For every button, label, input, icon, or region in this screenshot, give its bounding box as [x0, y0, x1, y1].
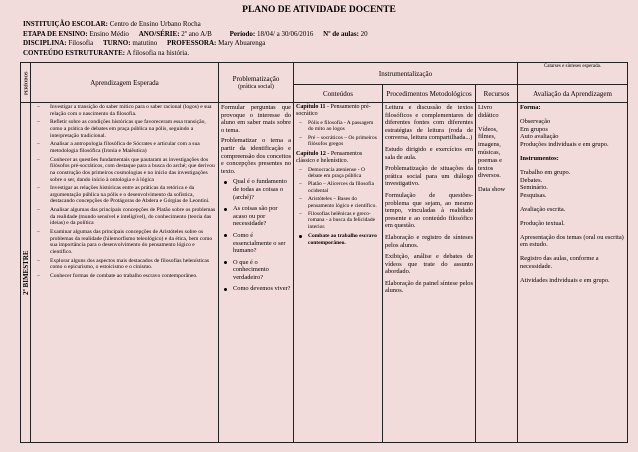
chapter-12-list [296, 167, 380, 231]
aprendizagem-item: – Explorar alguns dos aspectos mais destacados de filosofias helenísticas como o epicurismo, o estoicismo e o cinismo. [33, 258, 216, 271]
avaliacao-forma-item: Observação [520, 117, 551, 125]
header-line-1 [23, 20, 623, 30]
question-item: Como devemos viver? [221, 285, 291, 293]
recurso-line: didático [478, 111, 499, 119]
avaliacao-instrumento-item: Pesquisas. [520, 192, 547, 200]
avaliacao-instrumento-item: Atividades individuais e em grupo. [520, 276, 610, 284]
aulas-value: 20 [360, 29, 368, 38]
recurso-line: Vídeos, [478, 125, 498, 133]
content-item: – Aristóteles – Bases do pensamento lógico e científico. [296, 196, 380, 209]
avaliacao-forma-item: Em grupos [520, 125, 548, 133]
header-avaliacao: Avaliação da Aprendizagem [518, 85, 628, 103]
header-line-3 [23, 39, 623, 49]
aprendizagem-item: – Conhecer as questões fundamentais que pautaram as investigações dos filósofos pré-socráticos, com destaque para a busca do arché; que derivou na construção dos primeiros cosmologias e no início das investigações sobre o ser, dando início à ontologia e à lógica [33, 157, 216, 183]
avaliacao-forma-label: Forma: [520, 104, 541, 111]
content-item: – Pré – socráticos – Os primeiros filósofos gregos [296, 135, 380, 148]
header-conteudos: Conteúdos [294, 85, 383, 103]
periodo-label: Período: [229, 29, 256, 38]
content-item: – Platão – Alicerces da filosofia ocidental [296, 181, 380, 194]
question-item: Como é essencialmente o ser humano? [221, 232, 291, 255]
turno-label: TURNO: [102, 39, 131, 48]
aprendizagem-list [33, 104, 216, 280]
escola-value: Centro de Ensino Urbano Rocha [109, 20, 201, 28]
content-item: – Democracia ateniense - O debate em praça pública [296, 167, 380, 180]
conteudo-label: CONTEÚDO ESTRUTURANTE: [23, 48, 126, 57]
periodo-value: 18/04/ a 30/06/2016 [257, 29, 314, 38]
procedimento-item: Estudo dirigido e exercícios em sala de aula. [385, 145, 473, 161]
aprendizagem-item: – Conhecer formas de combate ao trabalho escravo contemporâneo. [33, 273, 216, 280]
header-problematizacao-sub: (prática social) [238, 83, 274, 90]
disciplina-value: Filosofia [68, 39, 94, 48]
header-problematizacao-title: Problematização [232, 74, 280, 83]
avaliacao-cell [518, 103, 628, 443]
ano-label: ANO/SÉRIE: [138, 29, 180, 38]
disciplina-label: DISCIPLINA: [23, 39, 67, 48]
document-title: PLANO DE ATIVIDADE DOCENTE [242, 5, 396, 15]
etapa-label: ETAPA DE ENSINO: [23, 29, 88, 38]
bimestre-label: 2º BIMESTRE [21, 103, 31, 443]
question-item: O que é o conhecimento verdadeiro? [221, 259, 291, 282]
header-aprendizagem: Aprendizagem Esperada [31, 63, 219, 103]
content-item: – Pólis e filosofia - A passagem do mito ao logos [296, 120, 380, 133]
question-item: Qual é o fundamento de todas as coisas o (arché)? [221, 178, 291, 201]
problematizacao-questions [221, 178, 291, 293]
procedimento-item: Elaboração de painel síntese pelos alunos. [385, 279, 473, 295]
chapter-11-subtitle: - Pensamento pré-socrático [296, 104, 371, 117]
header-line-2 [23, 30, 623, 40]
question-item: As coisas são por acaso ou por necessidade? [221, 205, 291, 228]
avaliacao-forma-item: Produções individuais e em grupo. [520, 141, 609, 149]
professora-label: PROFESSORA: [166, 39, 217, 48]
header-recursos: Recursos [476, 85, 518, 103]
chapter-12 [296, 151, 380, 165]
conteudos-cell [294, 103, 383, 443]
avaliacao-instrumentos-label: Instrumentos: [520, 154, 559, 162]
avaliacao-instrumento-item: Trabalho em grupo. [520, 168, 571, 176]
aulas-label: Nº de aulas: [323, 29, 359, 38]
aprendizagem-item: – Refletir sobre as condições históricas que favoreceram essa transição, como a prática de debates em praça pública na pólis, seguindo a interpretação tradicional. [33, 119, 216, 139]
chapter-11-title: Capítulo 11 [296, 104, 326, 110]
escola-label: INSTITUIÇÃO ESCOLAR: [23, 20, 108, 28]
extra-content-list [296, 233, 380, 246]
aprendizagem-item: – Analisar algumas das principais concepções de Platão sobre os problemas da realidade (mundo sensível e inteligível), do conhecimento (teoria das ideias) e da política [33, 207, 216, 227]
avaliacao-instrumento-item: Registro das aulas, conforme a necessidade. [520, 255, 599, 270]
procedimento-item: Exibição, análise e debates de vídeos que trate do assunto abordado. [385, 253, 473, 276]
ano-value: 2º ano A/B [181, 29, 212, 38]
procedimentos-cell [383, 103, 476, 443]
avaliacao-instrumento-item: Seminário. [520, 184, 548, 192]
chapter-11-list [296, 120, 380, 148]
avaliacao-instrumento-item: Apresentação dos temas (oral ou escrita) em estudo. [520, 233, 624, 249]
chapter-12-title: Capítulo 12 [296, 150, 326, 157]
procedimento-item: Elaboração e registro de sínteses pelos alunos. [385, 233, 473, 249]
conteudo-value: A filosofia na história. [126, 48, 190, 57]
avaliacao-instrumento-item: Debates. [520, 176, 543, 184]
header-periodos: PERÍODOS [21, 63, 31, 103]
etapa-value: Ensino Médio [89, 29, 129, 38]
aprendizagem-cell [31, 103, 219, 443]
recursos-cell [476, 103, 518, 443]
problematizacao-paragraph-1: Formular perguntas que provoque o interesse do aluno em saber mais sobre o tema. [221, 104, 291, 134]
header-problematizacao [219, 63, 294, 103]
professora-value: Mary Abuarenga [218, 39, 266, 48]
aprendizagem-item: – Investigar a transição do saber mítico para o saber racional (logos) e sua relação com o nascimento da filosofia. [33, 104, 216, 117]
problematizacao-cell [219, 103, 294, 443]
aprendizagem-item: – Investigar as relações históricas entre as práticas da retórica e da argumentação pública na pólis e o desenvolvimento da sofística, destacando concepções de Protágoras de Abdera e Górgias de Leontini. [33, 185, 216, 205]
aprendizagem-item: – Examinar algumas das principais concepções de Aristóteles sobre os problemas da realidade (hilemorfismo teleológico) e da ética, bem como sua importância para o desenvolvimento do pensamento lógico e científico. [33, 229, 216, 255]
procedimento-item: Problematização de situações da prática social para um diálogo investigativo. [385, 165, 473, 188]
chapter-12-subtitle: - Pensamentos clássico e helenístico. [296, 150, 363, 164]
problematizacao-paragraph-2: Problematizar o tema a partir da identificação e compreensão dos conceitos e concepções presentes no texto. [221, 137, 291, 175]
chapter-11 [296, 104, 380, 118]
procedimento-item: Leitura e discussão de textos filosóficos e complementares de diferentes fontes com diferentes estratégias de leitura (roda de conversa, leitura compartilhada...) [385, 104, 473, 142]
recurso-line: Data show [478, 186, 506, 194]
avaliacao-instrumento-item: Avaliação escrita. [520, 205, 566, 213]
plan-table [20, 62, 628, 443]
recurso-line: textos [478, 164, 494, 172]
recurso-line: filmes, [478, 133, 496, 141]
recurso-line: imagens, [478, 141, 501, 149]
turno-value: matutino [132, 39, 158, 48]
content-item-bold: Combate ao trabalho escravo contemporâneo. [296, 233, 380, 246]
aprendizagem-item: – Analisar a antropologia filosófica de Sócrates e articular com a sua metodologia filosófica (Ironia e Maiêutica) [33, 141, 216, 154]
recurso-line: músicas, [478, 148, 501, 156]
avaliacao-forma-item: Auto avaliação [520, 133, 559, 141]
header-procedimentos: Procedimentos Metodológicos [383, 85, 476, 103]
header-line-4 [23, 49, 623, 59]
header-instrumentalizacao: Instrumentalização [294, 63, 518, 85]
recurso-line: Livro [478, 104, 493, 111]
recurso-line: poemas e [478, 156, 502, 164]
header-catarses: Catarses e sínteses esperada. [518, 63, 628, 85]
recurso-line: diversos. [478, 172, 501, 180]
document-header [23, 20, 623, 58]
avaliacao-instrumento-item: Produção textual. [520, 219, 565, 227]
content-item: – Filosofias helênicas e greco-romana - a busca da felicidade interior. [296, 211, 380, 230]
procedimento-item: Formulação de questões-problema que sejam, ao mesmo tempo, vinculadas à realidade presente e ao conteúdo filosófico em questão. [385, 191, 473, 230]
